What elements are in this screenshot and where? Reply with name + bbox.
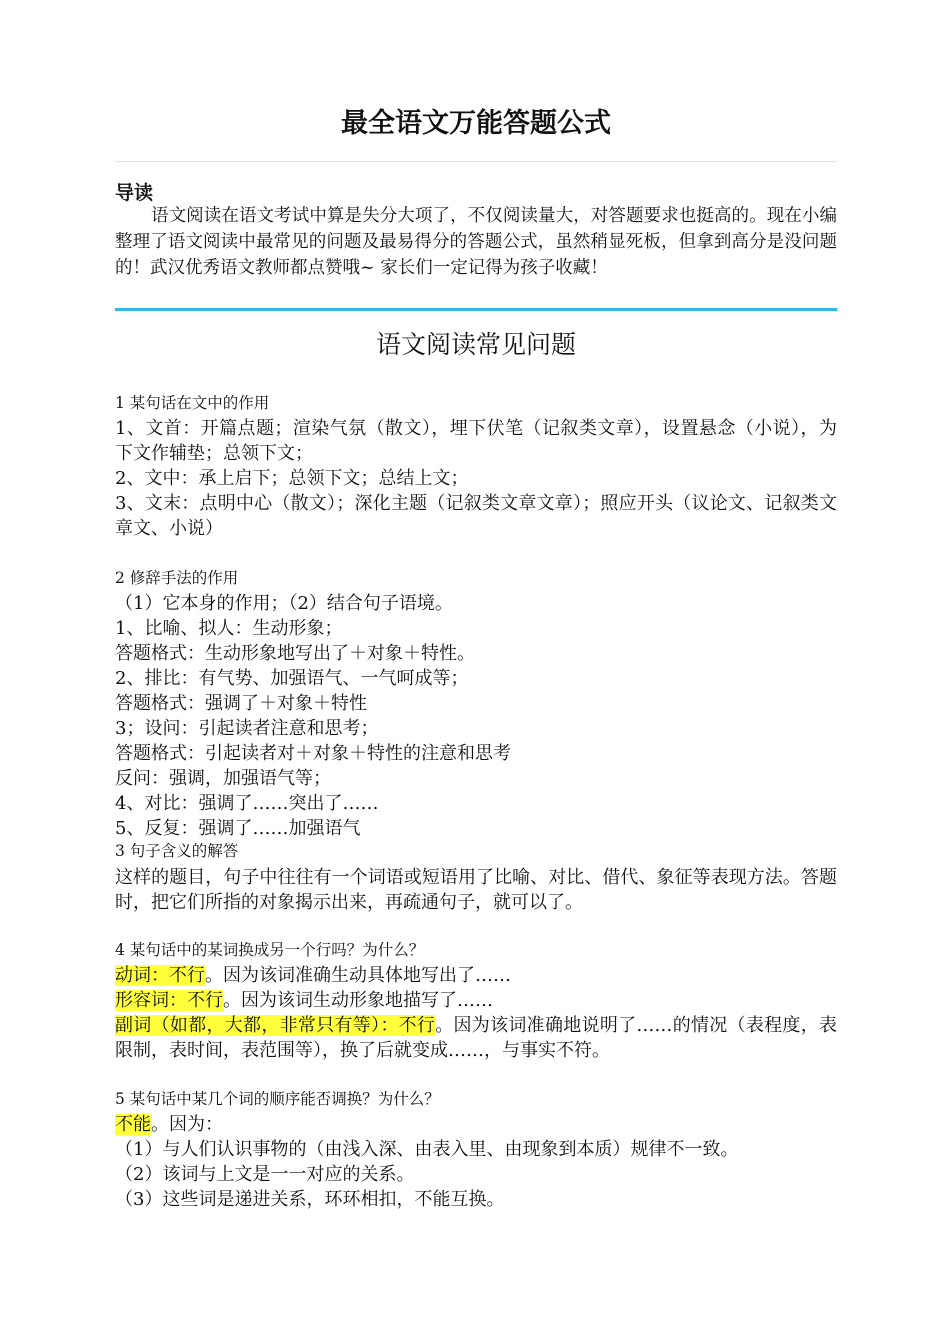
question-2-heading: 2 修辞手法的作用 (115, 569, 239, 587)
q2-line-7: 答题格式：引起读者对＋对象＋特性的注意和思考 (115, 743, 511, 764)
intro-heading: 导读 (115, 182, 154, 204)
q3-answer: 这样的题目，句子中往往有一个词语或短语用了比喻、对比、借代、象征等表现方法。答题时，把它们所指的对象揭示出来，再疏通句子，就可以了。 (115, 867, 837, 913)
page-title: 最全语文万能答题公式 (341, 108, 611, 139)
q5-answer-line (115, 1112, 837, 1137)
question-1-heading: 1 某句话在文中的作用 (115, 394, 270, 412)
q4-adverb-text: 。因为该词准确地说明了……的情况（表程度，表限制，表时间，表范围等），换了后就变成……，与事实不符。 (115, 1015, 838, 1061)
q1-answer-3: 3、文末：点明中心（散文）；深化主题（记叙类文章文章）；照应开头（议论文、记叙类文章文、小说） (115, 493, 837, 539)
question-3-heading: 3 句子含义的解答 (115, 842, 239, 860)
q2-line-8: 反问：强调，加强语气等； (115, 768, 331, 789)
q1-answer-1: 1、文首：开篇点题；渲染气氛（散文），埋下伏笔（记叙类文章），设置悬念（小说），为下文作辅垫；总领下文； (115, 418, 837, 464)
highlight-adverb: 副词（如都，大都，非常只有等）：不行 (115, 1015, 436, 1036)
q2-line-10: 5、反复：强调了……加强语气 (115, 818, 361, 839)
q2-line-1: （1）它本身的作用；（2）结合句子语境。 (115, 593, 453, 614)
q5-reason-3: （3）这些词是递进关系，环环相扣，不能互换。 (115, 1189, 505, 1210)
q4-adjective-line (115, 988, 837, 1013)
highlight-verb: 动词：不行 (115, 965, 205, 986)
q5-answer-text: 。因为： (151, 1114, 223, 1135)
highlight-answer: 不能 (115, 1114, 151, 1135)
section-title: 语文阅读常见问题 (375, 330, 576, 359)
q1-answer-2: 2、文中：承上启下；总领下文；总结上文； (115, 468, 469, 489)
q2-line-6: 3；设问：引起读者注意和思考； (115, 718, 379, 739)
section-divider (115, 308, 837, 311)
q2-line-5: 答题格式：强调了＋对象＋特性 (115, 693, 367, 714)
highlight-adjective: 形容词：不行 (115, 990, 223, 1011)
q5-reason-2: （2）该词与上文是一一对应的关系。 (115, 1164, 415, 1185)
intro-paragraph: 语文阅读在语文考试中算是失分大项了，不仅阅读量大，对答题要求也挺高的。现在小编整理了语文阅读中最常见的问题及最易得分的答题公式，虽然稍显死板，但拿到高分是没问题的！武汉优秀语文教师都点赞哦~ 家长们一定记得为孩子收藏！ (115, 206, 837, 278)
q2-line-3: 答题格式：生动形象地写出了＋对象＋特性。 (115, 643, 475, 664)
q4-adjective-text: 。因为该词生动形象地描写了…… (223, 990, 493, 1011)
q2-line-2: 1、比喻、拟人：生动形象； (115, 618, 343, 639)
q4-verb-line (115, 963, 837, 988)
q5-reason-1: （1）与人们认识事物的（由浅入深、由表入里、由现象到本质）规律不一致。 (115, 1139, 739, 1160)
question-5-heading: 5 某句话中某几个词的顺序能否调换？为什么？ (115, 1090, 440, 1108)
q2-line-4: 2、排比：有气势、加强语气、一气呵成等； (115, 668, 469, 689)
q4-adverb-line (115, 1013, 837, 1063)
q4-verb-text: 。因为该词准确生动具体地写出了…… (205, 965, 511, 986)
title-divider (115, 161, 837, 162)
q2-line-9: 4、对比：强调了……突出了…… (115, 793, 379, 814)
question-4-heading: 4 某句话中的某词换成另一个行吗？为什么？ (115, 941, 425, 959)
